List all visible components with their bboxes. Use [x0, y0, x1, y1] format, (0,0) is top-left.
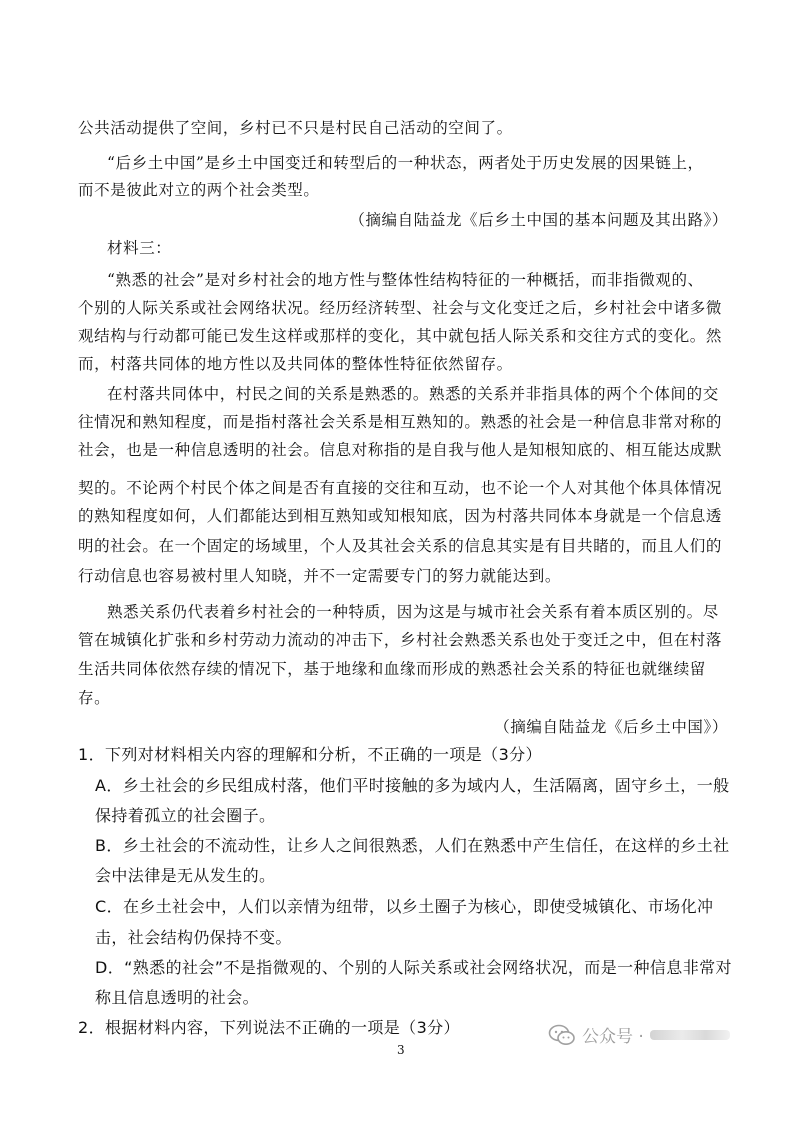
- section-heading: 材料三：: [107, 239, 172, 257]
- watermark-blurred-name: [650, 1030, 730, 1040]
- option-b-cont: 会中法律是无从发生的。: [95, 866, 276, 885]
- passage-line: 公共活动提供了空间，乡村已不只是村民自己活动的空间了。: [78, 119, 513, 137]
- source-citation: （摘编自陆益龙《后乡土中国》）: [494, 718, 728, 736]
- option-c-cont: 击，社会结构仍保持不变。: [95, 928, 292, 947]
- passage-line: 社会，也是一种信息透明的社会。信息对称指的是自我与他人是知根知底的、相互能达成默: [78, 441, 723, 459]
- passage-line: 生活共同体依然存续的情况下，基于地缘和血缘而形成的熟悉社会关系的特征也就继续留: [78, 660, 706, 678]
- passage-line: 观结构与行动都可能已发生这样或那样的变化，其中就包括人际关系和交往方式的变化。然: [78, 327, 723, 345]
- passage-line: 个别的人际关系或社会网络状况。经历经济转型、社会与文化变迁之后，乡村社会中诸多微: [78, 299, 723, 317]
- passage-line: 往情况和熟知程度，而是指村落社会关系是相互熟知的。熟悉的社会是一种信息非常对称的: [78, 413, 723, 431]
- source-citation: （摘编自陆益龙《后乡土中国的基本问题及其出路》）: [349, 211, 728, 229]
- wechat-icon: [548, 1023, 576, 1047]
- option-d-cont: 称且信息透明的社会。: [95, 988, 260, 1007]
- passage-line: “后乡土中国”是乡土中国变迁和转型后的一种状态，两者处于历史发展的因果链上，: [107, 154, 704, 172]
- question-2-stem: 2．根据材料内容，下列说法不正确的一项是（3分）: [78, 1018, 460, 1037]
- passage-line: 行动信息也容易被村里人知晓，并不一定需要专门的努力就能达到。: [78, 567, 562, 585]
- option-a-cont: 保持着孤立的社会圈子。: [95, 806, 276, 825]
- passage-line: 契的。不论两个村民个体之间是否有直接的交往和互动，也不论一个人对其他个体具体情况: [78, 479, 723, 497]
- option-c: C．在乡土社会中，人们以亲情为纽带，以乡土圈子为核心，即使受城镇化、市场化冲: [95, 897, 714, 916]
- passage-line: 存。: [78, 689, 111, 707]
- page-number: 3: [397, 1043, 405, 1057]
- passage-line: “熟悉的社会”是对乡村社会的地方性与整体性结构特征的一种概括，而非指微观的、: [107, 271, 704, 289]
- passage-line: 而，村落共同体的地方性以及共同体的整体性特征依然留存。: [78, 355, 513, 373]
- passage-line: 的熟知程度如何，人们都能达到相互熟知或知根知底，因为村落共同体本身就是一个信息透: [78, 507, 723, 525]
- option-d: D．“熟悉的社会”不是指微观的、个别的人际关系或社会网络状况，而是一种信息非常对: [95, 958, 732, 977]
- option-b: B．乡土社会的不流动性，让乡人之间很熟悉，人们在熟悉中产生信任，在这样的乡土社: [95, 836, 730, 855]
- question-1-stem: 1．下列对材料相关内容的理解和分析，不正确的一项是（3分）: [78, 745, 542, 764]
- passage-line: 明的社会。在一个固定的场域里，个人及其社会关系的信息其实是有目共睹的，而且人们的: [78, 537, 723, 555]
- passage-line: 而不是彼此对立的两个社会类型。: [78, 181, 320, 199]
- wechat-watermark: [548, 1022, 730, 1047]
- watermark-label: 公众号 ·: [582, 1027, 644, 1047]
- passage-line: 在村落共同体中，村民之间的关系是熟悉的。熟悉的关系并非指具体的两个个体间的交: [107, 385, 719, 403]
- passage-line: 管在城镇化扩张和乡村劳动力流动的冲击下，乡村社会熟悉关系也处于变迁之中，但在村落: [78, 631, 723, 649]
- passage-line: 熟悉关系仍代表着乡村社会的一种特质，因为这是与城市社会关系有着本质区别的。尽: [107, 603, 719, 621]
- option-a: A．乡土社会的乡民组成村落，他们平时接触的多为域内人，生活隔离，固守乡土，一般: [95, 776, 730, 795]
